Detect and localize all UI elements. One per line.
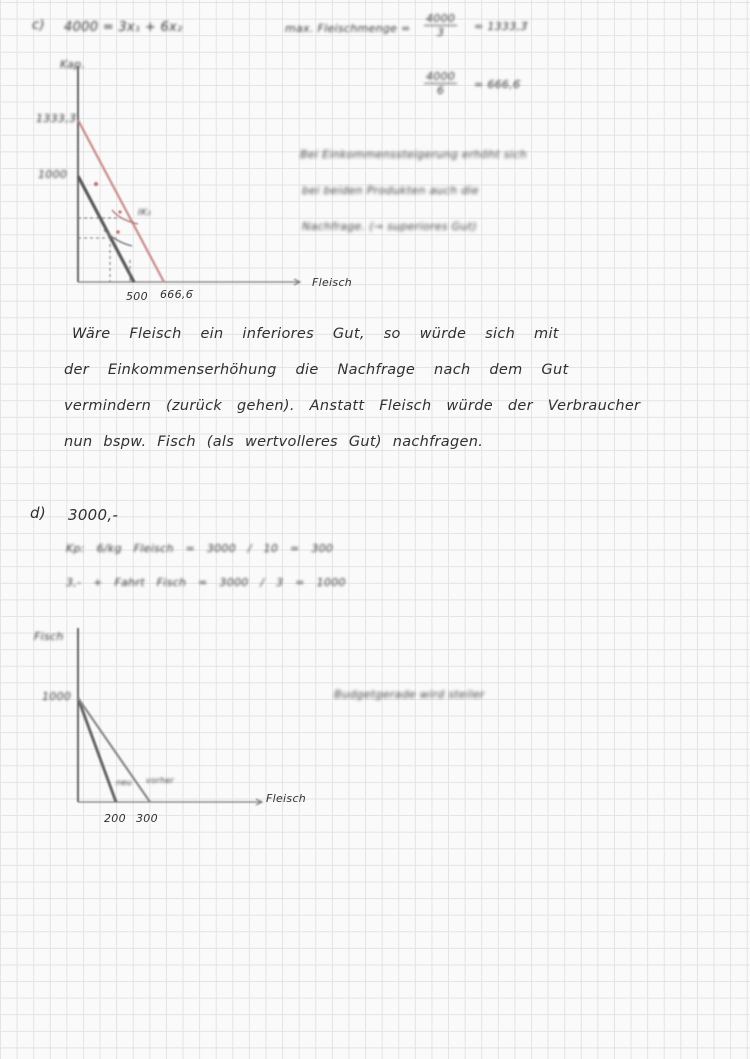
graph-c-y-tick-low: 1000 [38, 168, 68, 181]
part-d-note: Budgetgerade wird steiler [334, 688, 485, 701]
graph-c-mark-2 [118, 210, 121, 213]
graph-d-line-label-2: vorher [146, 776, 174, 785]
graph-c-x-tick-1: 500 [126, 290, 148, 303]
graph-c-y-tick-high: 1333,3̄ [36, 112, 77, 125]
paragraph-line-4: nun bspw. Fisch (als wertvolleres Gut) nachfragen. [64, 434, 484, 450]
graph-c-mark-1 [94, 182, 98, 186]
fraction-2-denominator: 6 [436, 84, 445, 97]
graph-c-old-budget-line [78, 176, 134, 282]
fraction-1 [424, 12, 457, 39]
part-d-line-1: Kp: 6/kg Fleisch = 3000 / 10 = 300 [66, 542, 334, 555]
graph-d-y-label: Fisch [34, 630, 64, 643]
budget-equation: 4000 = 3x₁ + 6x₂ [64, 20, 183, 35]
part-c-label: c) [32, 18, 45, 33]
paragraph-line-3: vermindern (zurück gehen). Anstatt Fleisch würde der Verbraucher [64, 398, 641, 414]
graph-c-indifference-curve-1 [112, 210, 138, 224]
graph-d-y-tick: 1000 [42, 690, 72, 703]
graph-c-x-label: Fleisch [312, 276, 353, 289]
max-quantity-label: max. Fleischmenge = [285, 22, 411, 35]
fraction-2-numerator: 4000 [426, 70, 456, 83]
fraction-1-result: = 1333,3̄ [474, 20, 528, 33]
paragraph-line-1: Wäre Fleisch ein inferiores Gut, so würde sich mit [72, 326, 559, 342]
graph-c-mark-3 [116, 230, 120, 234]
graph-d-x-label: Fleisch [266, 792, 307, 805]
note-line-3: Nachfrage. (→ superiores Gut) [302, 220, 477, 233]
graph-d-budget-line-old [78, 698, 150, 802]
graph-c-y-label: Kap. [60, 58, 86, 71]
fraction-1-numerator: 4000 [426, 12, 456, 25]
fraction-1-denominator: 3 [436, 26, 445, 39]
paragraph-line-2: der Einkommenserhöhung die Nachfrage nach dem Gut [64, 362, 569, 378]
note-line-2: bei beiden Produkten auch die [302, 184, 479, 197]
part-d-amount: 3000,- [68, 506, 119, 524]
fraction-2 [424, 70, 457, 97]
note-line-1: Bei Einkommenssteigerung erhöht sich [300, 148, 527, 161]
graph-d-x-tick-2: 300 [136, 812, 158, 825]
graph-c-x-tick-2: 666,6̄ [160, 288, 193, 301]
graph-d-x-tick-1: 200 [104, 812, 126, 825]
graph-d-budget-line-new [78, 698, 116, 802]
graph-d-line-label-1: neu [116, 778, 132, 787]
graph-c [0, 60, 320, 300]
graph-c-curve-label: IK₂ [138, 208, 152, 218]
graph-d [0, 620, 300, 820]
fraction-2-result: = 666,6̄ [474, 78, 521, 91]
part-d-line-2: 3,- + Fahrt Fisch = 3000 / 3 = 1000 [66, 576, 346, 589]
part-d-label: d) [30, 504, 46, 522]
